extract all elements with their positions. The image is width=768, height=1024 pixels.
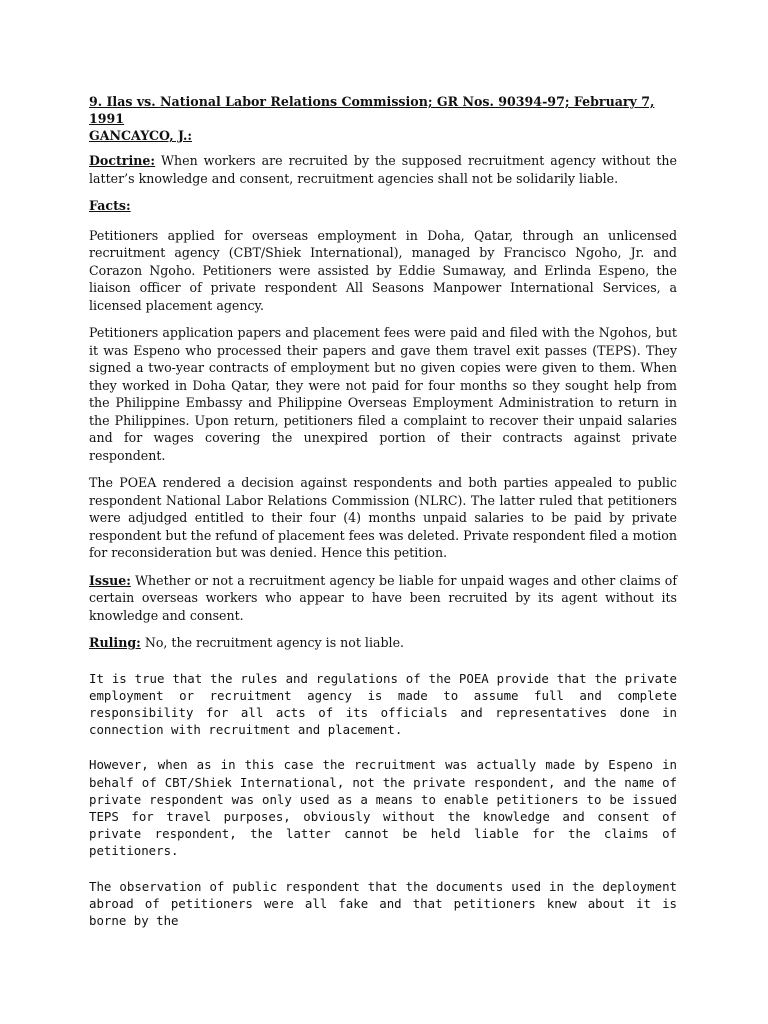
facts-heading [89, 197, 677, 215]
ruling-paragraph-3: The observation of public respondent that the documents used in the deployment abroad of petitioners were all fake and that petitioners knew about it is borne by the [89, 878, 677, 928]
facts-label: Facts: [89, 198, 131, 213]
ruling-paragraph [89, 634, 677, 652]
facts-paragraph-3: The POEA rendered a decision against respondents and both parties appealed to public respondent National Labor Relations Commission (NLRC). The latter ruled that petitioners were adjudged entitled to their four (4) months unpaid salaries to be paid by private respondent but the refund of placement fees was deleted. Private respondent filed a motion for reconsideration but was denied. Hence this petition. [89, 475, 677, 560]
case-title-line2: 1991 [89, 111, 125, 126]
doctrine-label: Doctrine: [89, 153, 156, 168]
facts-paragraph-1: Petitioners applied for overseas employment in Doha, Qatar, through an unlicensed recruitment agency (CBT/Shiek International), managed by Francisco Ngoho, Jr. and Corazon Ngoho. Petitioners were assisted by Eddie Sumaway, and Erlinda Espeno, the liaison officer of private respondent All Seasons Manpower International Services, a licensed placement agency. [89, 227, 677, 313]
ruling-paragraph-1: It is true that the rules and regulations of the POEA provide that the private employment or recruitment agency is made to assume full and complete responsibility for all acts of its officials and representatives done in connection with recruitment and placement. [89, 670, 677, 738]
case-ponente: GANCAYCO, J.: [89, 128, 193, 143]
facts-paragraph-2: Petitioners application papers and placement fees were paid and filed with the Ngohos, but it was Espeno who processed their papers and gave them travel exit passes (TEPS). They signed a two-year contracts of employment but no given copies were given to them. When they worked in Doha Qatar, they were not paid for four months so they sought help from the Philippine Embassy and Philippine Overseas Employment Administration to return in the Philippines. Upon return, petitioners filed a complaint to recover their unpaid salaries and for wages covering the unexpired portion of their contracts against private respondent. [89, 325, 677, 463]
issue-label: Issue: [89, 572, 131, 588]
case-heading [89, 93, 677, 144]
ruling-text: No, the recruitment agency is not liable. [140, 635, 405, 650]
doctrine-text: When workers are recruited by the supposed recruitment agency without the latter’s knowledge and consent, recruitment agencies shall not be solidarily liable. [89, 153, 677, 186]
issue-paragraph [89, 572, 677, 625]
issue-text: Whether or not a recruitment agency be liable for unpaid wages and other claims of certain overseas workers who appear to have been recruited by its agent without its knowledge and consent. [89, 572, 677, 623]
ruling-paragraph-2: However, when as in this case the recruitment was actually made by Espeno in behalf of CBT/Shiek International, not the private respondent, and the name of private respondent was only used as a means to enable petitioners to be issued TEPS for travel purposes, obviously without the knowledge and consent of private respondent, the latter cannot be held liable for the claims of petitioners. [89, 757, 677, 859]
doctrine-paragraph [89, 152, 677, 187]
document-page [89, 93, 677, 939]
case-title-line1: 9. Ilas vs. National Labor Relations Commission; GR Nos. 90394-97; February 7, [89, 94, 655, 109]
ruling-label: Ruling: [89, 635, 141, 650]
